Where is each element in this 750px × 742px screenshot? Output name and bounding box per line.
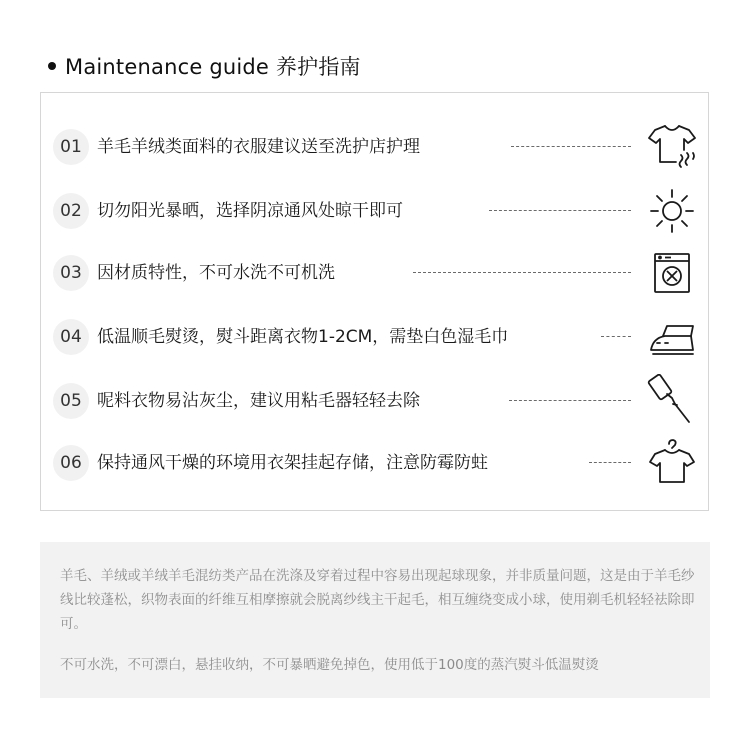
bullet-dot [48, 62, 56, 70]
step-number: 01 [53, 129, 89, 165]
step-number: 06 [53, 445, 89, 481]
step-number: 02 [53, 193, 89, 229]
section-title: Maintenance guide 养护指南 [65, 55, 361, 79]
care-step-row [41, 381, 708, 421]
pilling-notice-text: 羊毛、羊绒或羊绒羊毛混纺类产品在洗涤及穿着过程中容易出现起球现象，并非质量问题，这是由于羊毛纱线比较蓬松，织物表面的纤维互相摩擦就会脱离纱线主干起毛，相互缠绕变成小球，使用剃毛机轻轻祛除即可。 [60, 568, 695, 632]
step-text: 羊毛羊绒类面料的衣服建议送至洗护店护理 [97, 137, 420, 157]
no-machine-wash-icon [645, 246, 699, 300]
step-number: 03 [53, 255, 89, 291]
dashed-leader [489, 210, 631, 211]
lint-roller-icon [645, 374, 699, 428]
step-number: 05 [53, 383, 89, 419]
iron-icon [645, 310, 699, 364]
care-step-row [41, 191, 708, 231]
step-text: 因材质特性，不可水洗不可机洗 [97, 263, 335, 283]
notice-box [40, 542, 710, 698]
dashed-leader [589, 462, 631, 463]
care-step-row [41, 253, 708, 293]
section-heading [48, 50, 361, 82]
step-number: 04 [53, 319, 89, 355]
care-steps-panel [40, 92, 709, 511]
care-step-row [41, 443, 708, 483]
sun-icon [645, 184, 699, 238]
care-summary-text: 不可水洗，不可漂白，悬挂收纳，不可暴晒避免掉色，使用低于100度的蒸汽熨斗低温熨烫 [60, 657, 599, 673]
care-step-row [41, 127, 708, 167]
dashed-leader [509, 400, 631, 401]
dashed-leader [413, 272, 631, 273]
dashed-leader [511, 146, 631, 147]
care-step-row [41, 317, 708, 357]
hanger-shirt-icon [645, 436, 699, 490]
step-text: 保持通风干燥的环境用衣架挂起存储，注意防霉防蛀 [97, 453, 488, 473]
dashed-leader [601, 336, 631, 337]
tshirt-steam-icon [645, 120, 699, 174]
step-text: 低温顺毛熨烫，熨斗距离衣物1-2CM，需垫白色湿毛巾 [97, 327, 509, 347]
step-text: 切勿阳光暴晒，选择阴凉通风处晾干即可 [97, 201, 403, 221]
step-text: 呢料衣物易沾灰尘，建议用粘毛器轻轻去除 [97, 391, 420, 411]
